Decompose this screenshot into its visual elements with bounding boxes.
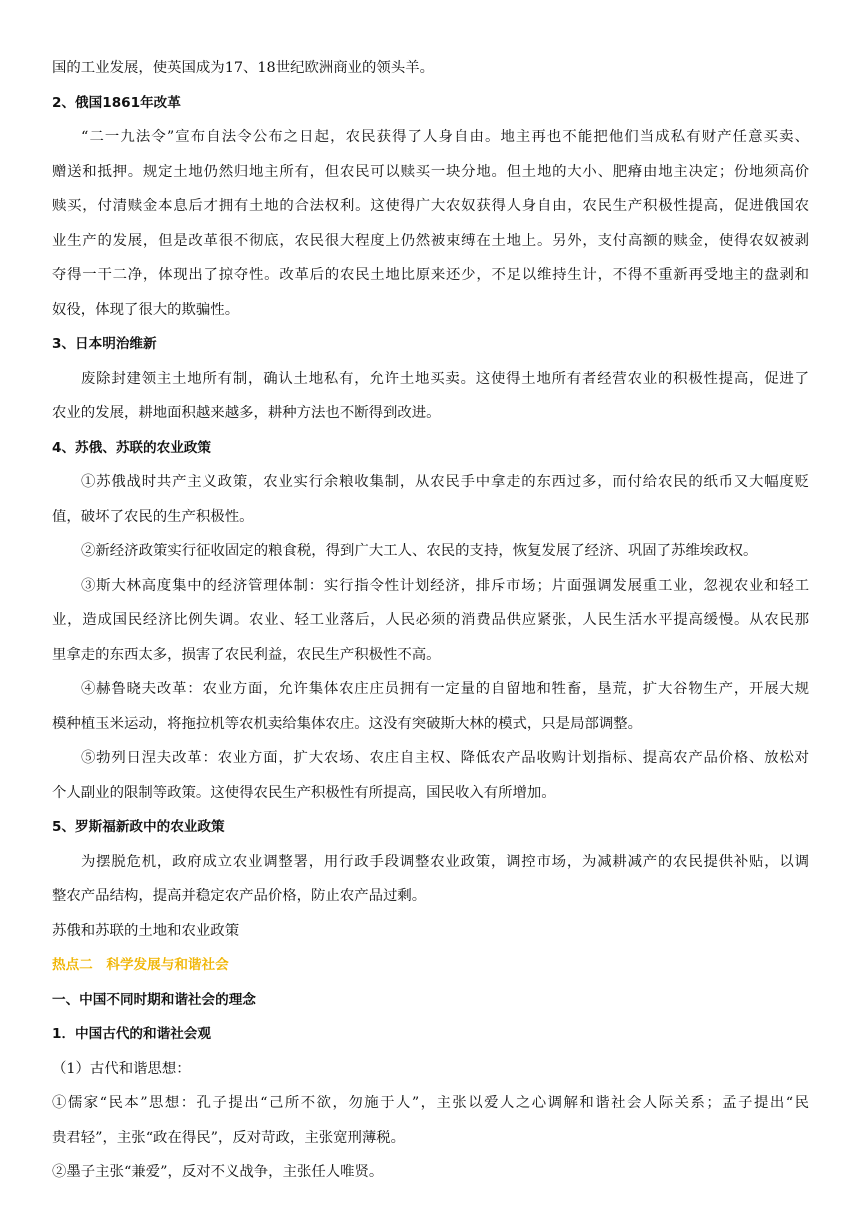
paragraph-line: ②新经济政策实行征收固定的粮食税，得到广大工人、农民的支持，恢复发展了经济、巩固了苏维埃政权。 [81,543,758,559]
paragraph-line: 业生产的发展，但是改革很不彻底，农民很大程度上仍然被束缚在土地上。另外，支付高额的赎金，使得农奴被剥 [52,233,809,249]
subsection-heading: 1．中国古代的和谐社会观 [52,1026,211,1042]
paragraph-line: 整农产品结构，提高并稳定农产品价格，防止农产品过剩。 [52,888,427,904]
section-heading: 5、罗斯福新政中的农业政策 [52,819,225,835]
paragraph-line: ③斯大林高度集中的经济管理体制：实行指令性计划经济，排斥市场；片面强调发展重工业，忽视农业和轻工 [81,578,809,594]
paragraph-line: 贵君轻”，主张“政在得民”，反对苛政，主张宽刑薄税。 [52,1130,406,1146]
paragraph-line: ①儒家“民本”思想：孔子提出“己所不欲，勿施于人”，主张以爱人之心调解和谐社会人际关系；孟子提出“民 [52,1095,809,1111]
paragraph-line: ④赫鲁晓夫改革：农业方面，允许集体农庄庄员拥有一定量的自留地和牲畜，垦荒，扩大谷物生产，开展大规 [81,681,809,697]
paragraph-line: 夺得一干二净，体现出了掠夺性。改革后的农民土地比原来还少，不足以维持生计，不得不重新再受地主的盘剥和 [52,267,809,283]
paragraph-line: 业，造成国民经济比例失调。农业、轻工业落后，人民必须的消费品供应紧张，人民生活水平提高缓慢。从农民那 [52,612,809,628]
paragraph-line: 奴役，体现了很大的欺骗性。 [52,302,240,318]
paragraph-line: 苏俄和苏联的土地和农业政策 [52,923,240,939]
section-heading: 2、俄国1861年改革 [52,95,181,111]
paragraph-line: 模种植玉米运动，将拖拉机等农机卖给集体农庄。这没有突破斯大林的模式，只是局部调整。 [52,716,643,732]
paragraph-line: 赠送和抵押。规定土地仍然归地主所有，但农民可以赎买一块分地。但土地的大小、肥瘠由地主决定；份地须高价 [52,164,809,180]
paragraph-line: 废除封建领主土地所有制，确认土地私有，允许土地买卖。这使得土地所有者经营农业的积极性提高，促进了 [81,371,809,387]
paragraph-line: 里拿走的东西太多，损害了农民利益，农民生产积极性不高。 [52,647,441,663]
paragraph-line: 为摆脱危机，政府成立农业调整署，用行政手段调整农业政策，调控市场，为减耕减产的农民提供补贴，以调 [81,854,809,870]
section-heading: 4、苏俄、苏联的农业政策 [52,440,211,456]
paragraph-line: ①苏俄战时共产主义政策，农业实行余粮收集制，从农民手中拿走的东西过多，而付给农民的纸币又大幅度贬 [81,474,809,490]
paragraph-line: 值，破坏了农民的生产积极性。 [52,509,254,525]
section-heading: 一、中国不同时期和谐社会的理念 [52,992,256,1008]
paragraph-line: 国的工业发展，使英国成为17、18世纪欧洲商业的领头羊。 [52,60,434,76]
hot-topic-heading: 热点二 科学发展与和谐社会 [52,957,229,973]
paragraph-line: 个人副业的限制等政策。这使得农民生产积极性有所提高，国民收入有所增加。 [52,785,556,801]
paragraph-line: ⑤勃列日涅夫改革：农业方面，扩大农场、农庄自主权、降低农产品收购计划指标、提高农产品价格、放松对 [81,750,809,766]
paragraph-line: “二一九法令”宣布自法令公布之日起，农民获得了人身自由。地主再也不能把他们当成私有财产任意买卖、 [81,129,809,145]
paragraph-line: （1）古代和谐思想： [52,1061,191,1077]
section-heading: 3、日本明治维新 [52,336,157,352]
paragraph-line: 赎买，付清赎金本息后才拥有土地的合法权利。这使得广大农奴获得人身自由，农民生产积极性提高，促进俄国农 [52,198,809,214]
paragraph-line: 农业的发展，耕地面积越来越多，耕种方法也不断得到改进。 [52,405,441,421]
paragraph-line: ②墨子主张“兼爱”，反对不义战争，主张任人唯贤。 [52,1164,384,1180]
